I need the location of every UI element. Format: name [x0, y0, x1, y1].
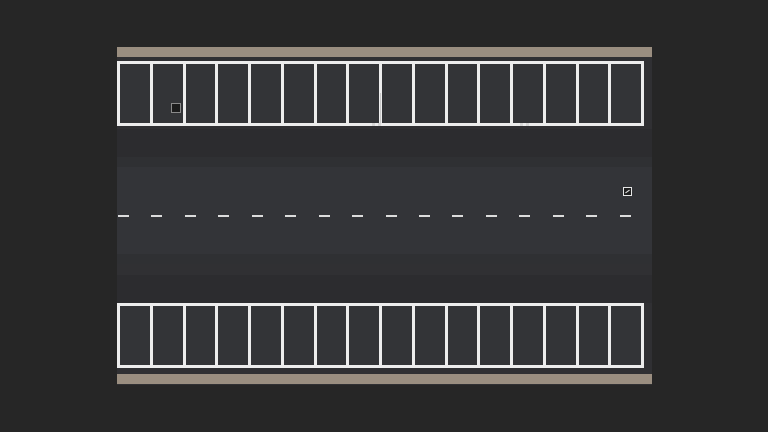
parking-stall[interactable]: [215, 303, 248, 368]
lane-dash: [553, 215, 564, 217]
lane-dash: [452, 215, 463, 217]
lane-dash: [118, 215, 129, 217]
parked-vehicle-icon[interactable]: [171, 103, 181, 113]
lane-dash: [386, 215, 397, 217]
parking-stall[interactable]: [445, 303, 478, 368]
wheel-stop-icon: [520, 123, 530, 126]
parking-stall[interactable]: [248, 61, 281, 126]
road-edge-top: [117, 157, 652, 167]
driving-lane: [117, 157, 652, 264]
parking-stall[interactable]: [576, 61, 609, 126]
lane-dash: [620, 215, 631, 217]
lane-dash: [218, 215, 229, 217]
lane-dash: [252, 215, 263, 217]
lane-dash: [151, 215, 162, 217]
parking-lot: [117, 47, 652, 385]
parking-stall[interactable]: [248, 303, 281, 368]
parking-stall[interactable]: [183, 61, 216, 126]
parking-stall[interactable]: [117, 61, 150, 126]
parking-stall[interactable]: [346, 61, 379, 126]
parking-stall[interactable]: [183, 303, 216, 368]
bottom-curb: [117, 374, 652, 384]
parking-stall[interactable]: [314, 303, 347, 368]
lane-center-line: [117, 215, 652, 217]
lane-dash: [486, 215, 497, 217]
parking-stall[interactable]: [608, 61, 644, 126]
parking-stall[interactable]: [346, 303, 379, 368]
player-car-icon[interactable]: [623, 187, 632, 196]
parking-stall[interactable]: [477, 303, 510, 368]
parking-stall[interactable]: [445, 61, 478, 126]
parking-stall[interactable]: [477, 61, 510, 126]
parking-stall[interactable]: [281, 61, 314, 126]
parking-stall[interactable]: [150, 303, 183, 368]
parking-stall[interactable]: [314, 61, 347, 126]
bottom-stall-row: [117, 303, 644, 368]
parking-stall[interactable]: [379, 303, 412, 368]
bottom-aisle: [117, 275, 652, 303]
lane-dash: [319, 215, 330, 217]
parking-stall[interactable]: [412, 303, 445, 368]
wheel-stop-icon: [372, 123, 382, 126]
parking-stall[interactable]: [510, 303, 543, 368]
lane-dash: [519, 215, 530, 217]
road-edge-bottom: [117, 254, 652, 264]
parking-stall[interactable]: [412, 61, 445, 126]
lane-dash: [419, 215, 430, 217]
lane-dash: [352, 215, 363, 217]
parking-stall[interactable]: [608, 303, 644, 368]
parking-stall[interactable]: [543, 61, 576, 126]
parking-stall[interactable]: [281, 303, 314, 368]
lane-dash: [586, 215, 597, 217]
parking-stall[interactable]: [117, 303, 150, 368]
lane-dash: [285, 215, 296, 217]
parking-stall[interactable]: [510, 61, 543, 126]
lane-dash: [185, 215, 196, 217]
parking-stall[interactable]: [379, 61, 412, 126]
top-curb: [117, 47, 652, 57]
parking-stall[interactable]: [543, 303, 576, 368]
top-aisle: [117, 129, 652, 157]
parking-stall[interactable]: [576, 303, 609, 368]
parking-stall[interactable]: [215, 61, 248, 126]
light-pole-icon: [380, 93, 381, 123]
parking-stall[interactable]: [150, 61, 183, 126]
